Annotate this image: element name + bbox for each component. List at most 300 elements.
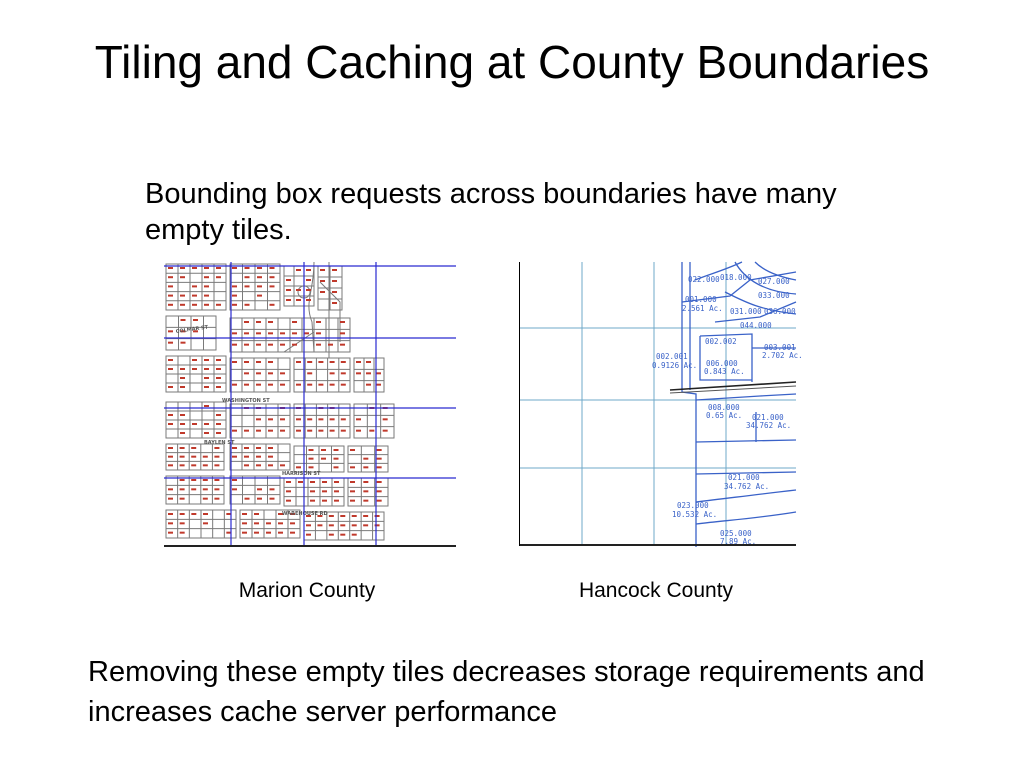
parcel-number-mark xyxy=(318,361,323,363)
street-label: BAYLEN ST xyxy=(204,440,235,446)
parcel-number-mark xyxy=(332,291,337,293)
parcel-number-mark xyxy=(232,267,237,269)
parcel-label: 7.89 Ac. xyxy=(720,537,757,546)
parcel-number-mark xyxy=(296,418,301,420)
parcel-number-mark xyxy=(192,423,197,425)
parcel-number-mark xyxy=(268,464,273,466)
parcel-number-mark xyxy=(168,295,173,297)
parcel-number-mark xyxy=(204,359,209,361)
parcel-number-mark xyxy=(256,447,261,449)
parcel-number-mark xyxy=(204,295,209,297)
parcel-number-mark xyxy=(192,285,197,287)
parcel-number-mark xyxy=(168,498,173,500)
parcel-number-mark xyxy=(181,342,186,344)
street-label: WASHINGTON ST xyxy=(222,398,270,404)
parcel-number-mark xyxy=(245,285,250,287)
parcel-number-mark xyxy=(180,479,185,481)
parcel-number-mark xyxy=(168,464,173,466)
parcel-number-mark xyxy=(375,515,380,517)
parcel-number-mark xyxy=(214,464,219,466)
parcel-number-mark xyxy=(254,522,259,524)
parcel-number-mark xyxy=(334,500,339,502)
parcel-number-mark xyxy=(180,488,185,490)
parcel-number-mark xyxy=(330,372,335,374)
parcel-label: 0.9126 Ac. xyxy=(652,361,698,370)
parcel-number-mark xyxy=(192,295,197,297)
parcel-number-mark xyxy=(321,458,326,460)
parcel-label: 027.000 xyxy=(758,277,790,286)
parcel-number-mark xyxy=(193,319,198,321)
parcel-number-mark xyxy=(330,361,335,363)
parcel-number-mark xyxy=(191,447,196,449)
slide-subtitle: Bounding box requests across boundaries have many empty tiles. xyxy=(145,178,837,246)
parcel-number-mark xyxy=(268,321,273,323)
parcel-number-mark xyxy=(270,276,275,278)
parcel-number-mark xyxy=(257,276,262,278)
parcel-number-mark xyxy=(377,481,382,483)
parcel-number-mark xyxy=(168,386,173,388)
parcel-number-mark xyxy=(244,361,249,363)
parcel-number-mark xyxy=(216,368,221,370)
parcel-number-mark xyxy=(232,447,237,449)
parcel-number-mark xyxy=(245,498,250,500)
parcel-number-mark xyxy=(266,532,271,534)
parcel-number-mark xyxy=(180,276,185,278)
parcel-label: 10.532 Ac. xyxy=(672,510,718,519)
parcel-label: 025.000 xyxy=(720,529,752,538)
parcel-number-mark xyxy=(257,295,262,297)
parcel-number-mark xyxy=(316,332,321,334)
parcel-number-mark xyxy=(268,418,273,420)
parcel-number-mark xyxy=(307,418,312,420)
parcel-number-mark xyxy=(286,490,291,492)
parcel-number-mark xyxy=(168,488,173,490)
parcel-number-mark xyxy=(268,361,273,363)
parcel-number-mark xyxy=(363,481,368,483)
parcel-number-mark xyxy=(341,372,346,374)
parcel-number-mark xyxy=(377,449,382,451)
parcel-number-mark xyxy=(203,464,208,466)
parcel-number-mark xyxy=(280,464,285,466)
parcel-number-mark xyxy=(280,372,285,374)
parcel-number-mark xyxy=(329,534,334,536)
parcel-number-mark xyxy=(204,368,209,370)
parcel-number-mark xyxy=(332,269,337,271)
parcel-number-mark xyxy=(341,361,346,363)
parcel-number-mark xyxy=(352,524,357,526)
parcel-number-mark xyxy=(296,384,301,386)
parcel-number-mark xyxy=(280,430,285,432)
parcel-number-mark xyxy=(256,321,261,323)
parcel-label: 006.000 xyxy=(706,359,738,368)
parcel-number-mark xyxy=(377,500,382,502)
parcel-number-mark xyxy=(232,430,237,432)
parcel-number-mark xyxy=(216,386,221,388)
parcel-number-mark xyxy=(216,414,221,416)
parcel-number-mark xyxy=(180,447,185,449)
parcel-number-mark xyxy=(329,524,334,526)
parcel-number-mark xyxy=(328,344,333,346)
parcel-number-mark xyxy=(278,532,283,534)
parcel-number-mark xyxy=(168,368,173,370)
marion-map-image xyxy=(164,262,456,546)
parcel-number-mark xyxy=(204,304,209,306)
parcel-number-mark xyxy=(232,332,237,334)
parcel-label: 0.843 Ac. xyxy=(704,367,745,376)
parcel-number-mark xyxy=(232,488,237,490)
parcel-number-mark xyxy=(203,522,208,524)
parcel-number-mark xyxy=(352,515,357,517)
parcel-number-mark xyxy=(363,458,368,460)
parcel-label: 022.000 xyxy=(688,275,720,284)
parcel-number-mark xyxy=(366,361,371,363)
parcel-number-mark xyxy=(318,418,323,420)
parcel-number-mark xyxy=(270,285,275,287)
hancock-map-image xyxy=(520,262,803,546)
parcel-number-mark xyxy=(168,532,173,534)
parcel-number-mark xyxy=(296,289,301,291)
parcel-number-mark xyxy=(256,332,261,334)
parcel-number-mark xyxy=(203,498,208,500)
parcel-number-mark xyxy=(304,332,309,334)
parcel-number-mark xyxy=(334,481,339,483)
parcel-number-mark xyxy=(180,532,185,534)
parcel-number-mark xyxy=(168,513,173,515)
parcel-number-mark xyxy=(244,384,249,386)
parcel-number-mark xyxy=(286,500,291,502)
parcel-number-mark xyxy=(192,267,197,269)
parcel-number-mark xyxy=(270,488,275,490)
parcel-number-mark xyxy=(310,490,315,492)
parcel-number-mark xyxy=(292,332,297,334)
parcel-number-mark xyxy=(254,532,259,534)
parcel-number-mark xyxy=(180,423,185,425)
parcel-number-mark xyxy=(216,432,221,434)
parcel-number-mark xyxy=(321,449,326,451)
parcel-label: 34.762 Ac. xyxy=(724,482,770,491)
parcel-number-mark xyxy=(180,295,185,297)
parcel-number-mark xyxy=(340,524,345,526)
parcel-number-mark xyxy=(191,464,196,466)
parcel-number-mark xyxy=(232,304,237,306)
parcel-number-mark xyxy=(168,285,173,287)
parcel-label: 023.000 xyxy=(677,501,709,510)
parcel-number-mark xyxy=(257,285,262,287)
parcel-number-mark xyxy=(286,481,291,483)
parcel-number-mark xyxy=(320,291,325,293)
parcel-number-mark xyxy=(383,418,388,420)
parcel-number-mark xyxy=(298,481,303,483)
parcel-number-mark xyxy=(307,430,312,432)
parcel-number-mark xyxy=(270,498,275,500)
parcel-number-mark xyxy=(310,500,315,502)
parcel-number-mark xyxy=(216,423,221,425)
parcel-number-mark xyxy=(307,384,312,386)
parcel-number-mark xyxy=(320,269,325,271)
parcel-number-mark xyxy=(363,515,368,517)
parcel-number-mark xyxy=(309,466,314,468)
parcel-number-mark xyxy=(377,466,382,468)
parcel-number-mark xyxy=(340,321,345,323)
parcel-number-mark xyxy=(256,456,261,458)
slide-title: Tiling and Caching at County Boundaries xyxy=(94,36,930,88)
parcel-number-mark xyxy=(168,414,173,416)
parcel-number-mark xyxy=(309,458,314,460)
parcel-number-mark xyxy=(350,466,355,468)
parcel-number-mark xyxy=(244,447,249,449)
parcel-number-mark xyxy=(244,321,249,323)
parcel-number-mark xyxy=(363,466,368,468)
parcel-number-mark xyxy=(356,430,361,432)
parcel-number-mark xyxy=(203,456,208,458)
parcel-number-mark xyxy=(334,458,339,460)
parcel-number-mark xyxy=(383,430,388,432)
parcel-number-mark xyxy=(280,344,285,346)
parcel-number-mark xyxy=(216,267,221,269)
parcel-number-mark xyxy=(168,276,173,278)
parcel-number-mark xyxy=(296,361,301,363)
parcel-number-mark xyxy=(256,418,261,420)
parcel-number-mark xyxy=(192,368,197,370)
parcel-number-mark xyxy=(296,299,301,301)
parcel-number-mark xyxy=(280,332,285,334)
parcel-number-mark xyxy=(168,342,173,344)
parcel-number-mark xyxy=(168,330,173,332)
parcel-number-mark xyxy=(214,447,219,449)
parcel-number-mark xyxy=(286,279,291,281)
parcel-number-mark xyxy=(257,488,262,490)
parcel-number-mark xyxy=(242,522,247,524)
parcel-number-mark xyxy=(180,377,185,379)
parcel-number-mark xyxy=(306,269,311,271)
parcel-number-mark xyxy=(340,515,345,517)
parcel-label: 002.002 xyxy=(705,337,737,346)
parcel-number-mark xyxy=(216,377,221,379)
parcel-number-mark xyxy=(244,372,249,374)
parcel-number-mark xyxy=(191,479,196,481)
parcel-number-mark xyxy=(203,479,208,481)
parcel-number-mark xyxy=(310,481,315,483)
parcel-number-mark xyxy=(180,522,185,524)
street-label: WAREHOUSE RD xyxy=(282,511,328,517)
parcel-label: 002.001 xyxy=(656,352,688,361)
hancock-county-caption: Hancock County xyxy=(578,579,734,602)
parcel-label: 021.000 xyxy=(752,413,784,422)
parcel-number-mark xyxy=(232,344,237,346)
parcel-number-mark xyxy=(216,304,221,306)
parcel-number-mark xyxy=(330,430,335,432)
parcel-number-mark xyxy=(332,302,337,304)
parcel-number-mark xyxy=(286,299,291,301)
parcel-number-mark xyxy=(244,464,249,466)
parcel-number-mark xyxy=(203,488,208,490)
parcel-number-mark xyxy=(363,490,368,492)
parcel-number-mark xyxy=(306,279,311,281)
parcel-number-mark xyxy=(322,490,327,492)
parcel-number-mark xyxy=(296,466,301,468)
parcel-number-mark xyxy=(180,414,185,416)
parcel-number-mark xyxy=(296,430,301,432)
parcel-number-mark xyxy=(270,304,275,306)
parcel-number-mark xyxy=(214,479,219,481)
parcel-number-mark xyxy=(307,372,312,374)
parcel-number-mark xyxy=(290,532,295,534)
parcel-number-mark xyxy=(204,276,209,278)
parcel-number-mark xyxy=(376,384,381,386)
parcel-number-mark xyxy=(356,372,361,374)
parcel-number-mark xyxy=(256,430,261,432)
slide-footer-text: Removing these empty tiles decreases storage requirements and increases cache server performance xyxy=(88,656,925,728)
parcel-number-mark xyxy=(232,384,237,386)
parcel-number-mark xyxy=(242,513,247,515)
parcel-number-mark xyxy=(191,488,196,490)
parcel-number-mark xyxy=(232,285,237,287)
parcel-number-mark xyxy=(296,269,301,271)
parcel-number-mark xyxy=(268,430,273,432)
parcel-number-mark xyxy=(270,267,275,269)
parcel-number-mark xyxy=(214,498,219,500)
parcel-number-mark xyxy=(317,524,322,526)
parcel-number-mark xyxy=(292,344,297,346)
parcel-number-mark xyxy=(216,359,221,361)
parcel-number-mark xyxy=(204,405,209,407)
parcel-label: 34.762 Ac. xyxy=(746,421,792,430)
parcel-number-mark xyxy=(307,361,312,363)
parcel-number-mark xyxy=(268,372,273,374)
parcel-number-mark xyxy=(332,280,337,282)
parcel-label: 036.000 xyxy=(764,307,796,316)
parcel-number-mark xyxy=(268,332,273,334)
parcel-number-mark xyxy=(192,304,197,306)
parcel-number-mark xyxy=(244,456,249,458)
parcel-number-mark xyxy=(309,449,314,451)
parcel-number-mark xyxy=(181,319,186,321)
parcel-number-mark xyxy=(245,267,250,269)
parcel-number-mark xyxy=(352,534,357,536)
parcel-label: 2.561 Ac. xyxy=(682,304,723,313)
parcel-number-mark xyxy=(245,304,250,306)
parcel-number-mark xyxy=(306,299,311,301)
parcel-number-mark xyxy=(232,295,237,297)
parcel-number-mark xyxy=(340,534,345,536)
parcel-number-mark xyxy=(341,430,346,432)
parcel-number-mark xyxy=(256,344,261,346)
parcel-number-mark xyxy=(204,267,209,269)
parcel-number-mark xyxy=(334,466,339,468)
parcel-number-mark xyxy=(204,423,209,425)
parcel-number-mark xyxy=(350,500,355,502)
parcel-number-mark xyxy=(256,372,261,374)
marion-county-caption: Marion County xyxy=(238,579,376,602)
parcel-number-mark xyxy=(168,522,173,524)
parcel-number-mark xyxy=(180,513,185,515)
parcel-number-mark xyxy=(232,479,237,481)
parcel-number-mark xyxy=(290,522,295,524)
parcel-number-mark xyxy=(334,490,339,492)
parcel-number-mark xyxy=(191,456,196,458)
parcel-number-mark xyxy=(204,285,209,287)
parcel-label: 2.702 Ac. xyxy=(762,351,803,360)
parcel-number-mark xyxy=(318,430,323,432)
parcel-number-mark xyxy=(180,304,185,306)
parcel-number-mark xyxy=(180,386,185,388)
parcel-number-mark xyxy=(214,488,219,490)
parcel-number-mark xyxy=(366,372,371,374)
parcel-label: 044.000 xyxy=(740,321,772,330)
parcel-number-mark xyxy=(320,280,325,282)
parcel-number-mark xyxy=(204,377,209,379)
parcel-number-mark xyxy=(329,515,334,517)
parcel-number-mark xyxy=(377,490,382,492)
parcel-number-mark xyxy=(350,481,355,483)
parcel-number-mark xyxy=(168,267,173,269)
parcel-number-mark xyxy=(242,532,247,534)
parcel-number-mark xyxy=(168,456,173,458)
parcel-number-mark xyxy=(316,321,321,323)
parcel-number-mark xyxy=(292,321,297,323)
parcel-number-mark xyxy=(318,384,323,386)
parcel-number-mark xyxy=(306,289,311,291)
parcel-number-mark xyxy=(350,449,355,451)
parcel-number-mark xyxy=(268,447,273,449)
parcel-number-mark xyxy=(256,464,261,466)
parcel-number-mark xyxy=(214,456,219,458)
parcel-number-mark xyxy=(192,359,197,361)
parcel-number-mark xyxy=(245,276,250,278)
street-label: HARRISON ST xyxy=(282,471,321,477)
parcel-number-mark xyxy=(356,418,361,420)
parcel-number-mark xyxy=(180,456,185,458)
parcel-number-mark xyxy=(203,513,208,515)
parcel-number-mark xyxy=(322,500,327,502)
parcel-number-mark xyxy=(363,524,368,526)
parcel-number-mark xyxy=(322,481,327,483)
parcel-number-mark xyxy=(280,418,285,420)
parcel-number-mark xyxy=(244,430,249,432)
parcel-number-mark xyxy=(366,384,371,386)
parcel-number-mark xyxy=(256,384,261,386)
parcel-number-mark xyxy=(286,289,291,291)
parcel-number-mark xyxy=(257,498,262,500)
parcel-number-mark xyxy=(168,423,173,425)
parcel-label: 0.65 Ac. xyxy=(706,411,743,420)
parcel-label: 001.000 xyxy=(685,295,717,304)
parcel-number-mark xyxy=(180,368,185,370)
parcel-number-mark xyxy=(232,456,237,458)
parcel-number-mark xyxy=(306,534,311,536)
parcel-label: 021.000 xyxy=(728,473,760,482)
parcel-number-mark xyxy=(180,432,185,434)
parcel-number-mark xyxy=(268,384,273,386)
parcel-number-mark xyxy=(268,456,273,458)
parcel-number-mark xyxy=(334,449,339,451)
parcel-number-mark xyxy=(180,267,185,269)
parcel-number-mark xyxy=(180,498,185,500)
parcel-number-mark xyxy=(330,418,335,420)
parcel-number-mark xyxy=(363,500,368,502)
parcel-number-mark xyxy=(191,513,196,515)
parcel-number-mark xyxy=(341,384,346,386)
parcel-number-mark xyxy=(268,344,273,346)
parcel-number-mark xyxy=(216,276,221,278)
parcel-number-mark xyxy=(244,344,249,346)
parcel-number-mark xyxy=(356,361,361,363)
parcel-number-mark xyxy=(375,524,380,526)
parcel-number-mark xyxy=(330,384,335,386)
parcel-number-mark xyxy=(306,524,311,526)
parcel-label: 018.000 xyxy=(720,273,752,282)
parcel-number-mark xyxy=(341,418,346,420)
